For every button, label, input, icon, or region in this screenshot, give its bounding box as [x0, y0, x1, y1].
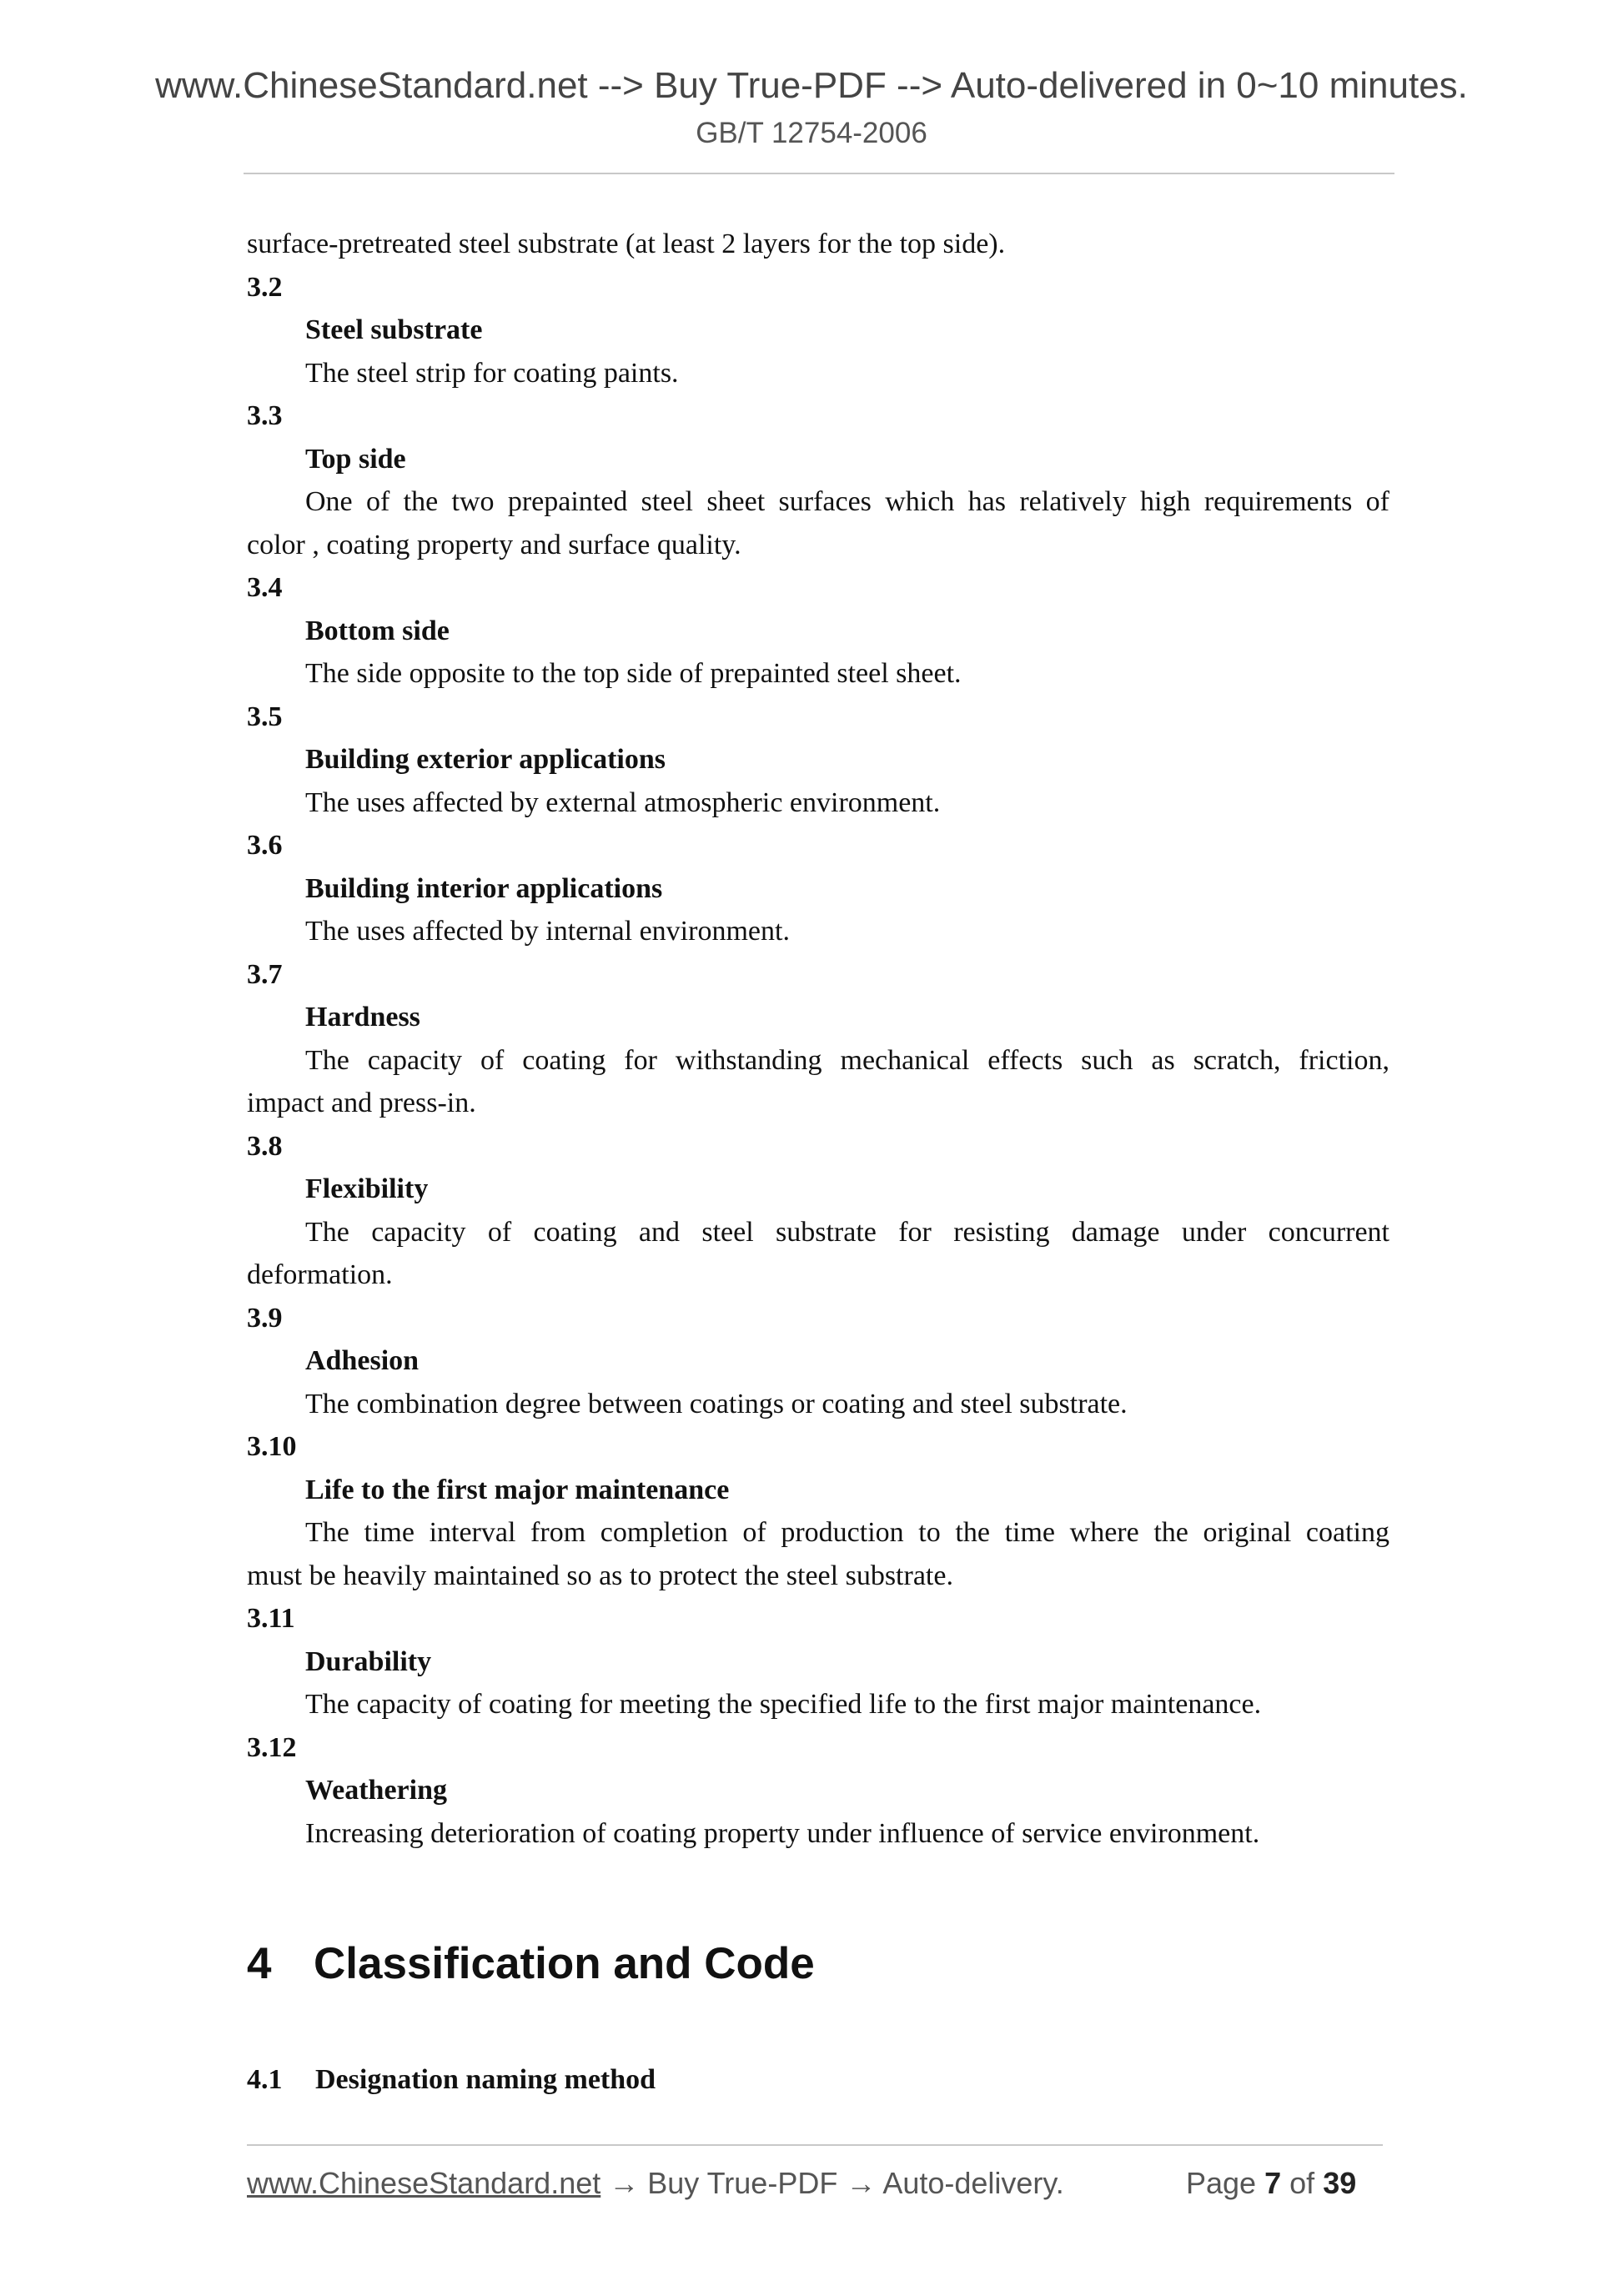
clause-definition: The time interval from completion of production to the time where the original coating: [305, 1517, 1389, 1548]
clause-number: 3.8: [247, 1130, 283, 1162]
subsection-heading: [247, 2064, 656, 2096]
clause-definition: The uses affected by internal environment.: [305, 916, 790, 947]
clause-number: 3.10: [247, 1431, 297, 1462]
clause-number: 3.7: [247, 958, 283, 990]
page-counter: [1186, 2166, 1356, 2201]
section-title: Classification and Code: [314, 1939, 815, 1988]
clause-number: 3.3: [247, 400, 283, 431]
clause-number: 3.12: [247, 1731, 297, 1763]
clause-definition: One of the two prepainted steel sheet surfaces which has relatively high requirements of: [305, 486, 1389, 517]
page-current: 7: [1264, 2166, 1282, 2200]
subsection-number: 4.1: [247, 2064, 283, 2095]
clause-definition: The side opposite to the top side of prepainted steel sheet.: [305, 658, 962, 689]
clause-number: 3.6: [247, 830, 283, 861]
clause-definition: The capacity of coating for withstanding mechanical effects such as scratch, friction,: [305, 1044, 1389, 1076]
header-banner: www.ChineseStandard.net --> Buy True-PDF --> Auto-delivered in 0~10 minutes.: [155, 65, 1468, 106]
clause-term: Adhesion: [305, 1345, 420, 1376]
page-of-label: of: [1289, 2166, 1315, 2200]
standard-number: GB/T 12754-2006: [696, 117, 927, 149]
clause-term: Building interior applications: [305, 872, 663, 904]
clause-term: Top side: [305, 443, 406, 475]
clause-number: 3.9: [247, 1302, 283, 1334]
section-heading: [247, 1938, 815, 1989]
intro-line: surface-pretreated steel substrate (at least 2 layers for the top side).: [247, 229, 1006, 259]
footer-divider: [247, 2144, 1383, 2146]
site-link[interactable]: www.ChineseStandard.net: [247, 2166, 601, 2200]
clause-number: 3.2: [247, 271, 283, 303]
clause-definition-continued: impact and press-in.: [247, 1088, 476, 1118]
clause-term: Building exterior applications: [305, 744, 666, 775]
clause-definition: The combination degree between coatings or coating and steel substrate.: [305, 1388, 1128, 1419]
clause-term: Bottom side: [305, 615, 450, 646]
clause-definition: The steel strip for coating paints.: [305, 357, 679, 389]
subsection-title: Designation naming method: [315, 2064, 656, 2095]
header-divider: [244, 173, 1394, 174]
clause-definition: The uses affected by external atmospheric environment.: [305, 786, 941, 818]
clause-number: 3.5: [247, 701, 283, 732]
document-body: [247, 223, 1389, 1855]
clause-definition-continued: must be heavily maintained so as to protect the steel substrate.: [247, 1560, 953, 1591]
clause-term: Hardness: [305, 1002, 420, 1032]
footer-promo-text: → Buy True-PDF → Auto-delivery.: [600, 2166, 1064, 2200]
clause-definition-continued: color , coating property and surface quality.: [247, 529, 741, 560]
page-total: 39: [1323, 2166, 1357, 2200]
clause-term: Weathering: [305, 1775, 447, 1806]
clause-number: 3.4: [247, 572, 283, 603]
clause-term: Steel substrate: [305, 314, 483, 345]
clause-number: 3.11: [247, 1603, 295, 1634]
footer-promo: [247, 2166, 1064, 2201]
clause-term: Flexibility: [305, 1173, 429, 1204]
page-label: Page: [1186, 2166, 1257, 2200]
clause-definition: Increasing deterioration of coating property under influence of service environment.: [305, 1817, 1260, 1849]
clause-term: Durability: [305, 1645, 432, 1677]
clause-definition: The capacity of coating for meeting the specified life to the first major maintenance.: [305, 1689, 1262, 1720]
section-number: 4: [247, 1939, 272, 1988]
clause-term: Life to the first major maintenance: [305, 1474, 730, 1505]
clause-definition: The capacity of coating and steel substrate for resisting damage under concurrent: [305, 1216, 1389, 1248]
clause-definition-continued: deformation.: [247, 1259, 393, 1290]
